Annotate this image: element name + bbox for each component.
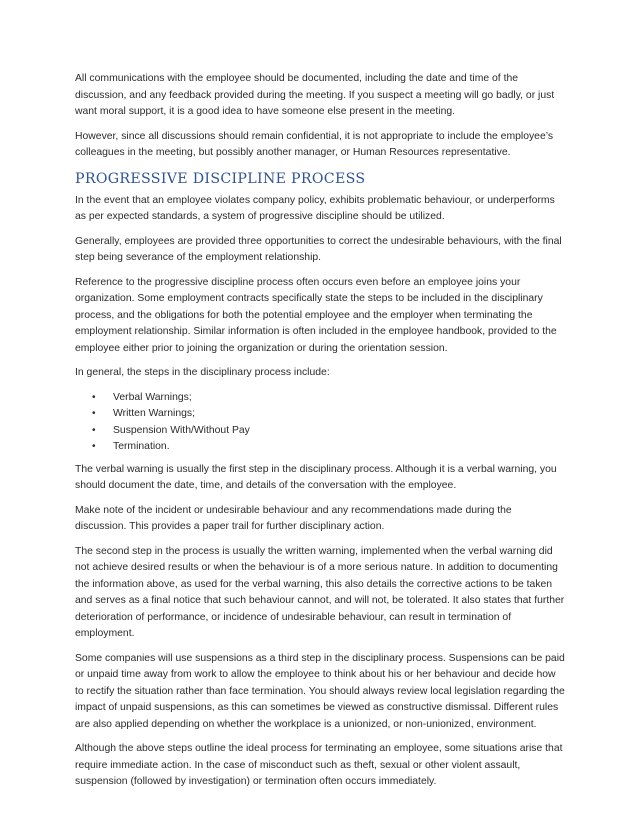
list-item-label: Verbal Warnings; <box>113 391 192 403</box>
document-page <box>75 71 565 799</box>
intro-paragraph-confidentiality: However, since all discussions should remain confidential, it is not appropriate to include the employee’s colleagues in the meeting, but possibly another manager, or Human Resources representative. <box>75 130 554 158</box>
list-item <box>75 439 565 456</box>
section-paragraph-policy: In the event that an employee violates company policy, exhibits problematic behaviour, or underperforms as per expected standards, a system of progressive discipline should be utilized. <box>75 194 555 222</box>
steps-list <box>75 390 565 456</box>
paragraph-written-warning: The second step in the process is usually the written warning, implemented when the verbal warning did not achieve desired results or when the behaviour is of a more serious nature. In addition to documenting the information above, as used for the verbal warning, this also details the corrective actions to be taken and serves as a final notice that such behaviour cannot, and will not, be tolerated. It also states that further deterioration of performance, or incidence of undesirable behaviour, can result in termination of employment. <box>75 545 565 639</box>
bullet-icon: • <box>92 391 96 403</box>
bullet-icon: • <box>92 408 96 419</box>
intro-paragraph-documentation: All communications with the employee should be documented, including the date and time of the discussion, and any feedback provided during the meeting. If you suspect a meeting will go badly, or just want moral support, it is a good idea to have someone else present in the meeting. <box>75 73 555 117</box>
bullet-icon: • <box>92 424 96 436</box>
list-item-label: Written Warnings; <box>113 408 195 419</box>
section-paragraph-steps-intro: In general, the steps in the disciplinary process include: <box>75 367 330 378</box>
list-item-label: Suspension With/Without Pay <box>113 424 250 436</box>
list-item-label: Termination. <box>113 441 170 452</box>
paragraph-suspensions: Some companies will use suspensions as a third step in the disciplinary process. Suspensions can be paid or unpaid time away from work to allow the employee to think about his or her behaviour and decide how to rectify the situation rather than face termination. You should always review local legislation regarding the impact of unpaid suspensions, as this can sometimes be viewed as constructive dismissal. Different rules are also applied depending on whether the workplace is a unionized, or non-unionized, environment. <box>75 652 565 730</box>
section-heading: PROGRESSIVE DISCIPLINE PROCESS <box>75 170 366 187</box>
paragraph-note-incident: Make note of the incident or undesirable behaviour and any recommendations made during the discussion. This provides a paper trail for further disciplinary action. <box>75 504 512 532</box>
list-item <box>75 406 565 423</box>
list-item <box>75 390 565 407</box>
paragraph-verbal-warning: The verbal warning is usually the first step in the disciplinary process. Although it is a verbal warning, you should document the date, time, and details of the conversation with the employee. <box>75 463 557 491</box>
bullet-icon: • <box>92 441 96 452</box>
section-paragraph-reference: Reference to the progressive discipline process often occurs even before an employee joins your organization. Some employment contracts specifically state the steps to be included in the disciplinary process, and the obligations for both the potential employee and the employer when terminating the employment relationship. Similar information is often included in the employee handbook, provided to the employee either prior to joining the organization or during the orientation session. <box>75 276 557 354</box>
paragraph-immediate-action: Although the above steps outline the ideal process for terminating an employee, some situations arise that require immediate action. In the case of misconduct such as theft, sexual or other violent assault, suspension (followed by investigation) or termination often occurs immediately. <box>75 743 563 787</box>
list-item <box>75 423 565 440</box>
section-paragraph-opportunities: Generally, employees are provided three opportunities to correct the undesirable behaviours, with the final step being severance of the employment relationship. <box>75 235 562 263</box>
